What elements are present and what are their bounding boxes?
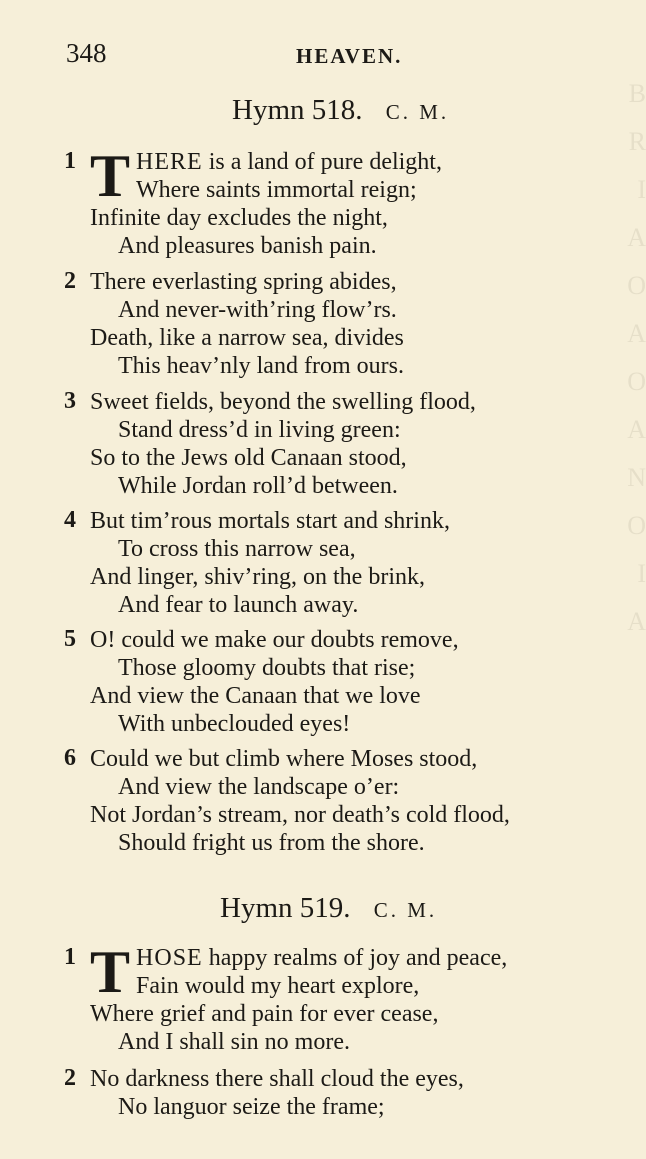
verse-line: Sweet fields, beyond the swelling flood,: [90, 389, 476, 415]
stanza-1: [60, 939, 620, 1056]
drop-cap: T: [90, 939, 131, 1005]
verse-line: There everlasting spring abides,: [90, 269, 397, 295]
verse-line: This heav’nly land from ours.: [118, 353, 404, 379]
stanza-number: 1: [64, 944, 76, 970]
verse-line: But tim’rous mortals start and shrink,: [90, 508, 450, 534]
first-word-rest: HOSE: [136, 945, 203, 971]
stanza-6: [60, 745, 620, 857]
verse-line: O! could we make our doubts remove,: [90, 627, 459, 653]
stanza-4: [60, 507, 620, 619]
verse-line: And view the Canaan that we love: [90, 683, 421, 709]
stanza-2: [60, 1065, 620, 1121]
stanza-1: [60, 143, 620, 260]
bleed-through-decoration: B R I A O A O A N O I A: [627, 79, 646, 636]
stanza-number: 2: [64, 1065, 76, 1091]
stanza-3: [60, 388, 620, 500]
verse-line: And pleasures banish pain.: [118, 233, 377, 259]
verse-line: And I shall sin no more.: [118, 1029, 350, 1055]
verse-line: Could we but climb where Moses stood,: [90, 746, 478, 772]
verse-line: While Jordan roll’d between.: [118, 473, 398, 499]
verse-line: Not Jordan’s stream, nor death’s cold flood,: [90, 802, 510, 828]
stanza-number: 5: [64, 626, 76, 652]
hymn-number: 519.: [299, 892, 351, 924]
verse-line: With unbeclouded eyes!: [118, 711, 351, 737]
running-head: HEAVEN.: [296, 44, 403, 68]
verse-line: Where grief and pain for ever cease,: [90, 1001, 439, 1027]
stanza-number: 2: [64, 268, 76, 294]
stanza-5: [60, 626, 620, 738]
verse-line: Infinite day excludes the night,: [90, 205, 388, 231]
stanza-number: 6: [64, 745, 76, 771]
verse-line: And fear to launch away.: [118, 592, 359, 618]
hymn-519-title: [220, 892, 437, 925]
stanza-number: 3: [64, 388, 76, 414]
verse-line: Those gloomy doubts that rise;: [118, 655, 416, 681]
stanza-number: 1: [64, 148, 76, 174]
page-number: 348: [66, 38, 107, 68]
first-line-tail: is a land of pure delight,: [202, 149, 442, 175]
stanza-2: [60, 268, 620, 380]
verse-line: Death, like a narrow sea, divides: [90, 325, 404, 351]
hymn-meter: C. M.: [373, 898, 438, 922]
verse-line: So to the Jews old Canaan stood,: [90, 445, 407, 471]
verse-line: Fain would my heart explore,: [136, 973, 420, 999]
hymn-meter: C. M.: [385, 100, 450, 124]
verse-line: To cross this narrow sea,: [118, 536, 356, 562]
hymn-number: 518.: [311, 94, 363, 126]
verse-line: Stand dress’d in living green:: [118, 417, 401, 443]
first-line-tail: happy realms of joy and peace,: [202, 945, 508, 971]
first-word-rest: HERE: [136, 149, 203, 175]
verse-line: No languor seize the frame;: [118, 1094, 385, 1120]
verse-line: And view the landscape o’er:: [118, 774, 400, 800]
verse-line: Should fright us from the shore.: [118, 830, 425, 856]
hymn-label: Hymn: [232, 94, 305, 126]
verse-line: And never-with’ring flow’rs.: [118, 297, 397, 323]
verse-line: No darkness there shall cloud the eyes,: [90, 1066, 464, 1092]
drop-cap: T: [90, 143, 131, 209]
stanza-number: 4: [64, 507, 76, 533]
verse-line: And linger, shiv’ring, on the brink,: [90, 564, 425, 590]
hymn-518-title: [232, 94, 449, 127]
hymn-label: Hymn: [220, 892, 293, 924]
verse-line: Where saints immortal reign;: [136, 177, 417, 203]
